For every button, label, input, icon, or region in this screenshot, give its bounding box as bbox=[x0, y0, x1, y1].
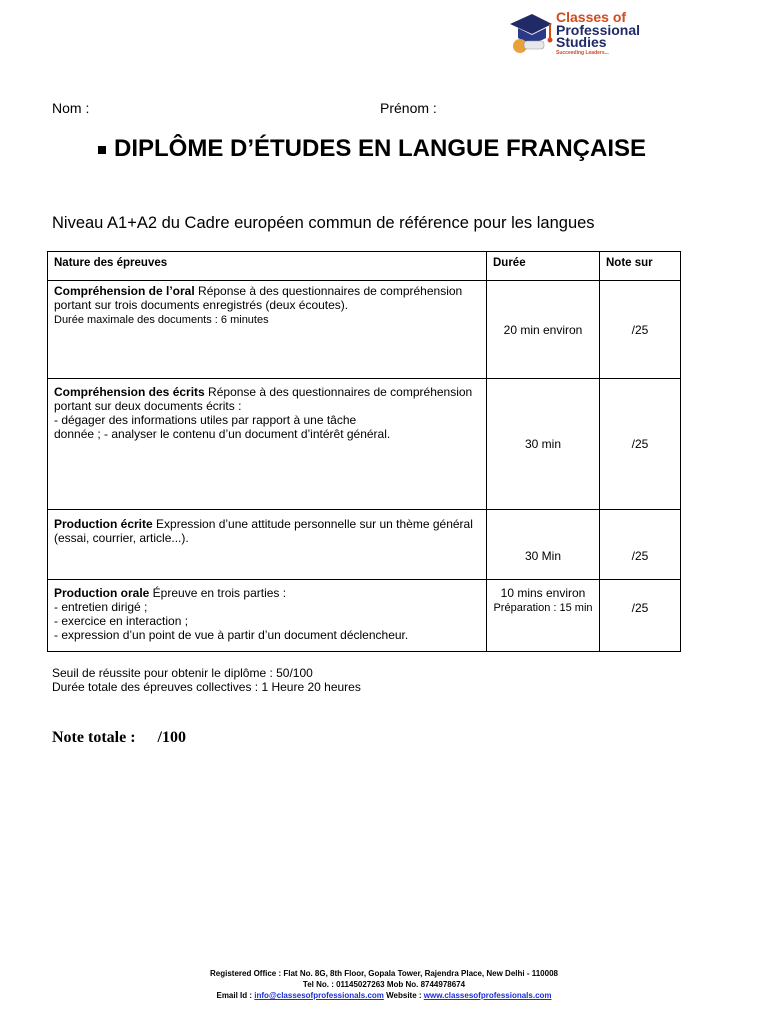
square-bullet-icon bbox=[98, 146, 106, 154]
epreuve-title: Production écrite bbox=[54, 517, 153, 531]
epreuve-line: - dégager des informations utiles par rapport à une tâche bbox=[54, 413, 357, 427]
score-text: /25 bbox=[631, 549, 649, 563]
nom-label: Nom : bbox=[52, 100, 90, 116]
footer-website-label: Website : bbox=[383, 991, 424, 1000]
logo-text-line1: Classes of bbox=[556, 9, 627, 25]
epreuve-title: Production orale bbox=[54, 586, 150, 600]
duration-cell bbox=[487, 580, 600, 652]
epreuves-table bbox=[47, 251, 681, 652]
epreuve-cell bbox=[48, 510, 487, 580]
table-header-row bbox=[48, 252, 681, 281]
epreuve-description: Réponse à des questionnaires de compréhension portant sur deux documents écrits : bbox=[54, 385, 473, 413]
score-cell: /25 bbox=[600, 379, 681, 510]
company-logo bbox=[508, 8, 678, 58]
page-title-text: DIPLÔME D’ÉTUDES EN LANGUE FRANÇAISE bbox=[113, 135, 647, 162]
duree-totale-text: Durée totale des épreuves collectives : 1 Heure 20 heures bbox=[52, 680, 361, 694]
logo-text-line2: Professional bbox=[556, 22, 641, 38]
epreuve-description: Épreuve en trois parties : bbox=[149, 586, 287, 600]
epreuve-title: Compréhension des écrits bbox=[54, 385, 205, 399]
seuil-text: Seuil de réussite pour obtenir le diplôme : 50/100 bbox=[52, 666, 313, 680]
page-title bbox=[52, 133, 692, 164]
epreuve-line: - expression d’un point de vue à partir d’un document déclencheur. bbox=[54, 628, 409, 642]
duration-text: 10 mins environ bbox=[500, 586, 586, 600]
epreuve-note: Durée maximale des documents : 6 minutes bbox=[54, 314, 269, 326]
table-row bbox=[48, 510, 681, 580]
table-row bbox=[48, 281, 681, 379]
footer-address: Registered Office : Flat No. 8G, 8th Floor, Gopala Tower, Rajendra Place, New Delhi - 110008 bbox=[210, 969, 558, 978]
note-totale bbox=[52, 729, 186, 747]
duration-cell bbox=[487, 510, 600, 580]
seuil-block bbox=[52, 666, 361, 694]
footer-phone: Tel No. : 01145027263 Mob No. 8744978674 bbox=[302, 980, 466, 989]
note-totale-label: Note totale : bbox=[52, 729, 136, 746]
epreuve-cell bbox=[48, 580, 487, 652]
score-cell bbox=[600, 510, 681, 580]
epreuve-cell bbox=[48, 281, 487, 379]
duration-text: 30 Min bbox=[524, 549, 562, 563]
epreuve-description: Expression d’une attitude personnelle sur un thème général (essai, courrier, article...). bbox=[54, 517, 473, 545]
note-totale-value: /100 bbox=[157, 729, 186, 746]
logo-tagline: Succeeding Leaders... bbox=[556, 50, 609, 56]
page-subtitle: Niveau A1+A2 du Cadre européen commun de référence pour les langues bbox=[52, 214, 595, 232]
graduation-cap-icon bbox=[508, 10, 554, 56]
epreuve-description: Réponse à des questionnaires de compréhension portant sur trois documents enregistrés (deux écoutes). bbox=[54, 284, 463, 312]
footer-email-label: Email Id : bbox=[216, 991, 255, 1000]
epreuve-title: Compréhension de l’oral bbox=[54, 284, 195, 298]
table-header-note: Note sur bbox=[600, 252, 681, 281]
epreuve-line: donnée ; - analyser le contenu d’un document d’intérêt général. bbox=[54, 427, 391, 441]
epreuve-line: - entretien dirigé ; bbox=[54, 600, 148, 614]
table-row bbox=[48, 580, 681, 652]
score-cell: /25 bbox=[600, 281, 681, 379]
table-row bbox=[48, 379, 681, 510]
footer-contact bbox=[0, 990, 768, 1001]
email-link[interactable]: info@classesofprofessionals.com bbox=[254, 991, 384, 1000]
prenom-label: Prénom : bbox=[380, 100, 437, 116]
logo-text-line3: Studies bbox=[556, 34, 607, 50]
duration-preparation: Préparation : 15 min bbox=[493, 602, 593, 614]
score-text: /25 bbox=[631, 601, 649, 615]
website-link[interactable]: www.classesofprofessionals.com bbox=[423, 991, 552, 1000]
table-header-nature: Nature des épreuves bbox=[48, 252, 487, 281]
epreuve-cell bbox=[48, 379, 487, 510]
table-header-duree: Durée bbox=[487, 252, 600, 281]
footer bbox=[0, 968, 768, 1001]
duration-cell: 30 min bbox=[487, 379, 600, 510]
epreuve-line: - exercice en interaction ; bbox=[54, 614, 189, 628]
score-cell bbox=[600, 580, 681, 652]
duration-cell: 20 min environ bbox=[487, 281, 600, 379]
